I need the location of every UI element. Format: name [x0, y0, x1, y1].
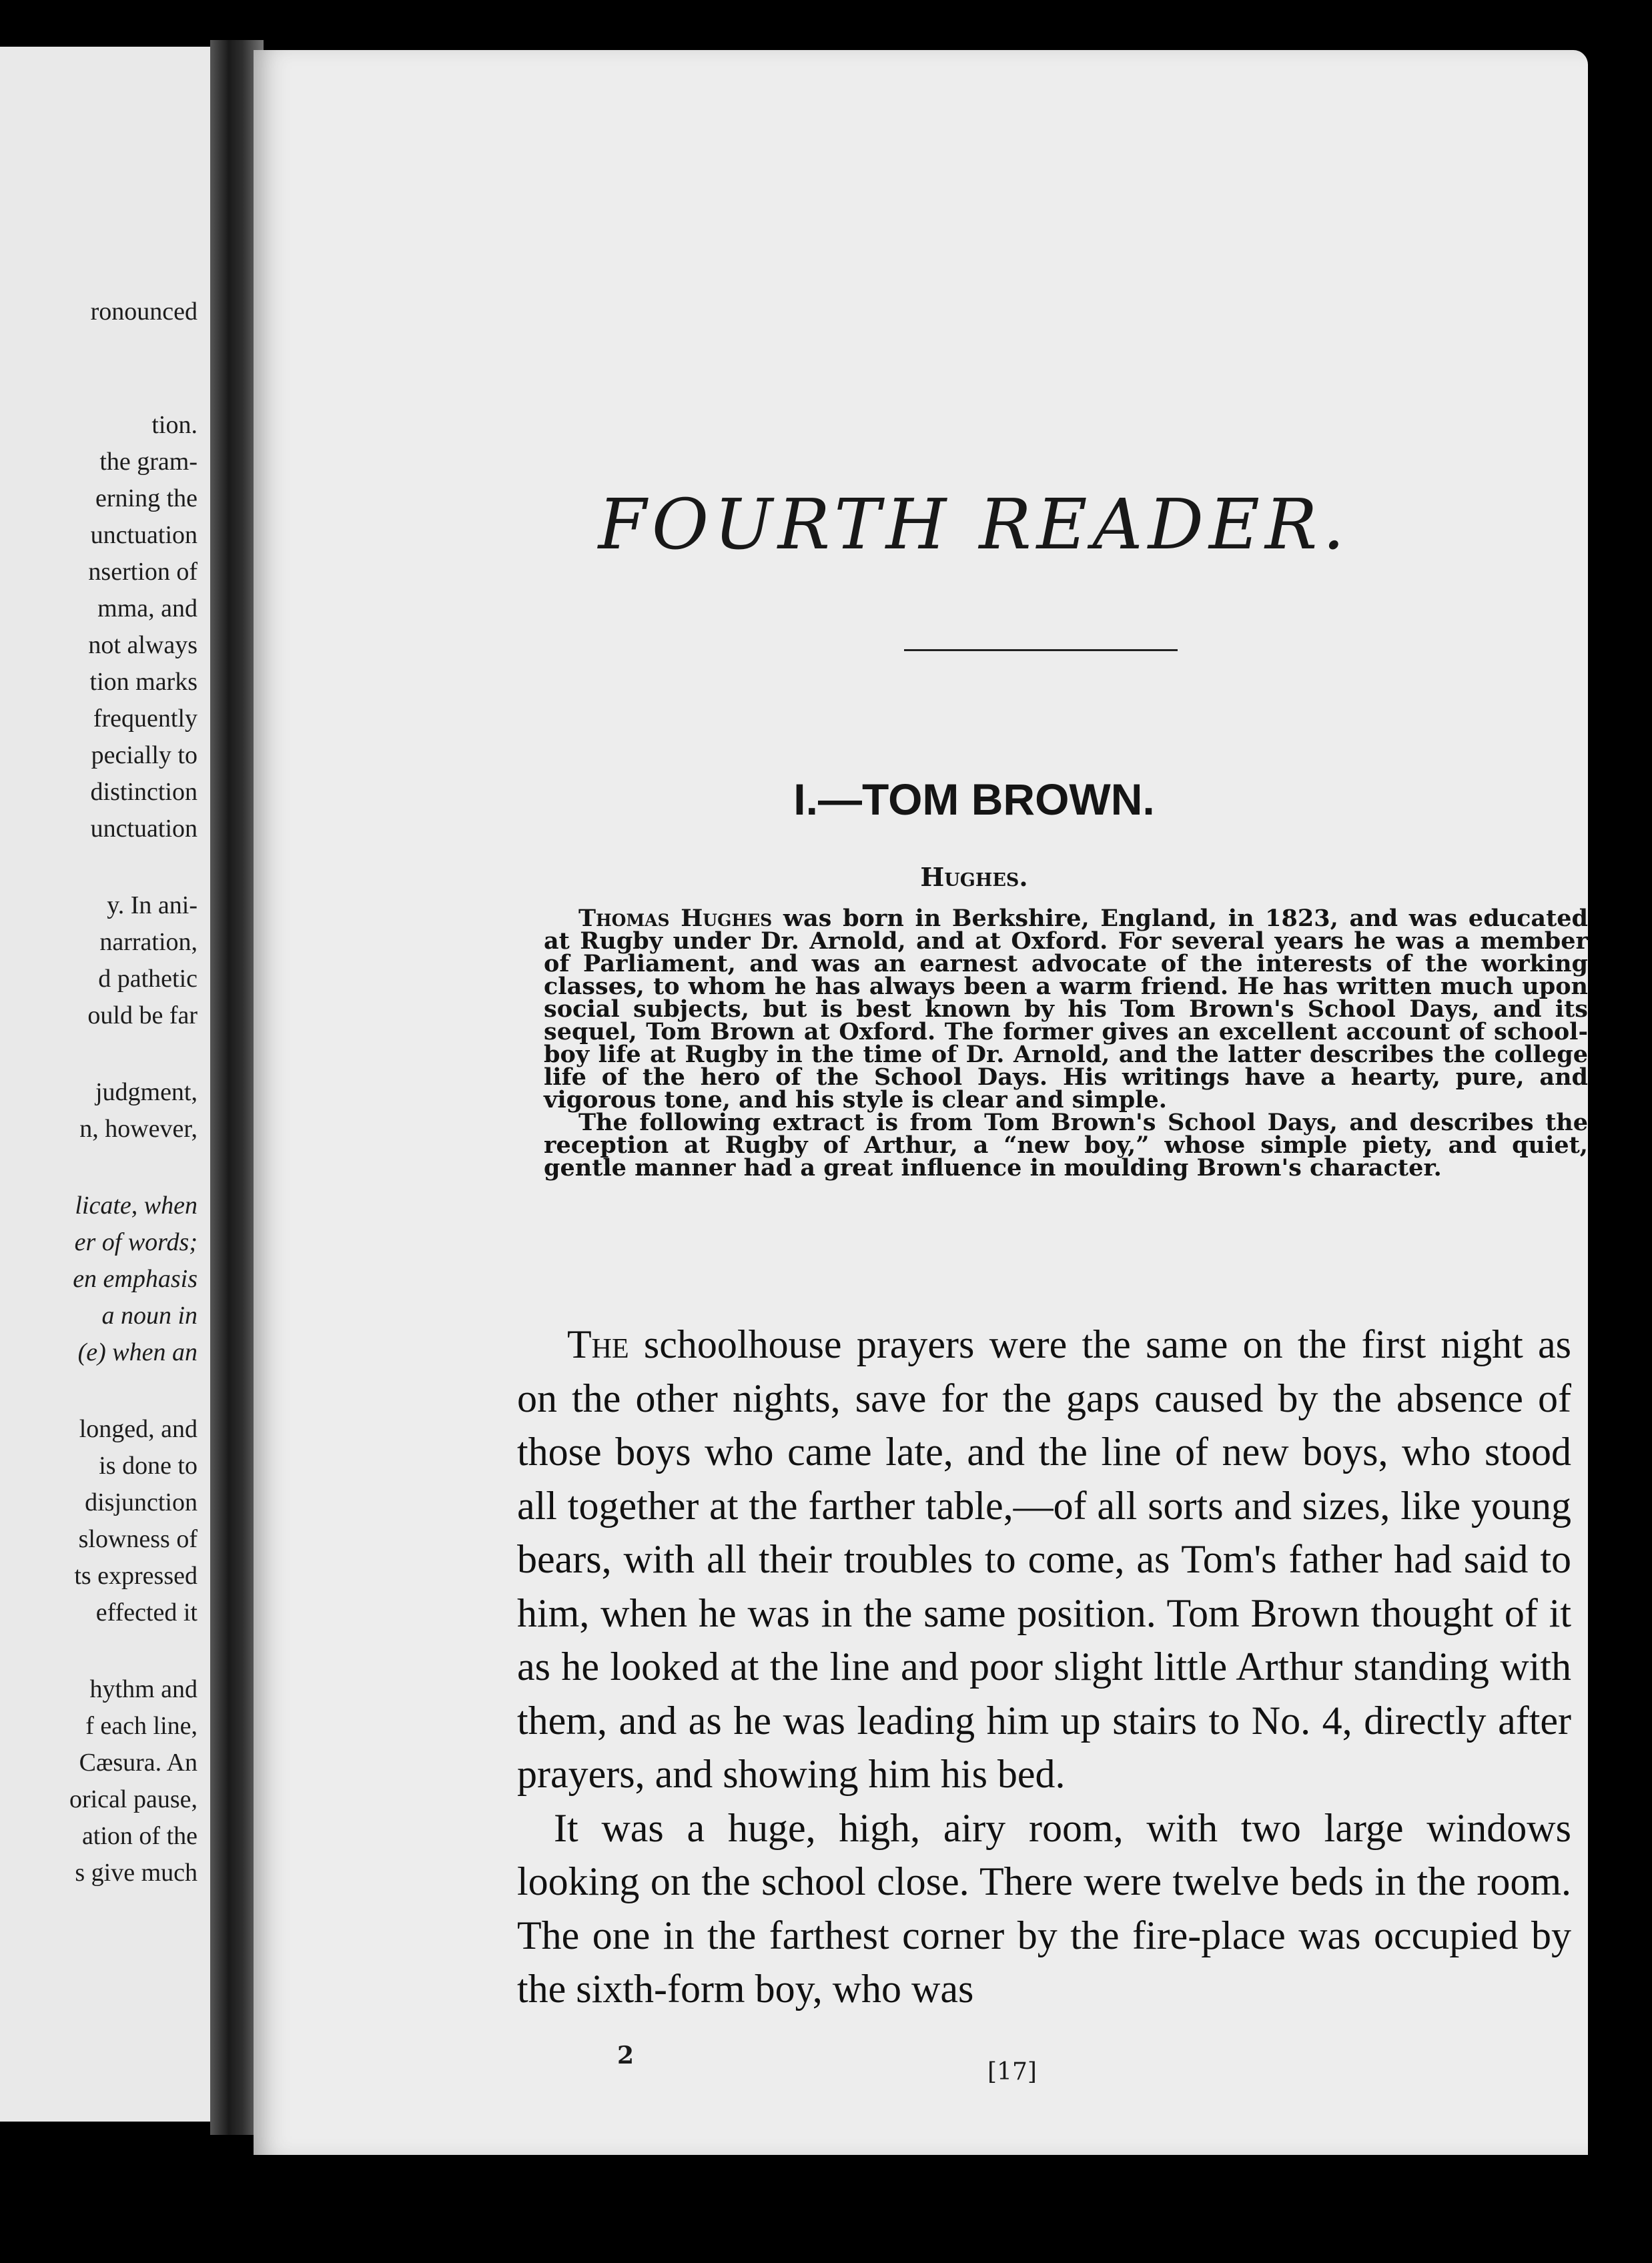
previous-page-line: (e) when an: [77, 1338, 197, 1366]
previous-page-line: ronounced: [90, 298, 197, 326]
previous-page-line: s give much: [75, 1859, 197, 1887]
previous-page-line: effected it: [95, 1599, 197, 1627]
signature-mark: 2: [617, 2042, 635, 2070]
previous-page-line: f each line,: [85, 1712, 197, 1740]
previous-page-line: disjunction: [85, 1488, 197, 1516]
previous-page-line: n, however,: [79, 1115, 197, 1143]
previous-page-line: orical pause,: [69, 1785, 197, 1813]
lesson-title: I.—TOM BROWN.: [793, 775, 1155, 824]
previous-page-line: slowness of: [78, 1525, 197, 1553]
previous-page-line: licate, when: [75, 1192, 197, 1220]
previous-page-line: ation of the: [81, 1822, 197, 1850]
main-page: [254, 50, 1588, 2155]
previous-page-line: pecially to: [91, 741, 197, 769]
previous-page-line: is done to: [99, 1452, 197, 1480]
body-paragraph: [517, 1318, 1571, 1801]
previous-page-line: mma, and: [97, 594, 197, 622]
previous-page-line: ts expressed: [74, 1562, 197, 1590]
intro-paragraph: [544, 907, 1588, 1111]
previous-page-line: frequently: [93, 705, 197, 733]
previous-page-line: not always: [88, 631, 197, 659]
previous-page-line: hythm and: [89, 1675, 197, 1703]
previous-page-line: unctuation: [90, 815, 197, 843]
previous-page-line: tion.: [151, 411, 197, 439]
intro-lead-words: Thomas Hughes: [578, 905, 773, 932]
lesson-author: Hughes.: [920, 862, 1028, 892]
previous-page-line: nsertion of: [88, 558, 197, 586]
author-introduction: [544, 907, 1588, 1180]
title-divider: [904, 649, 1178, 651]
previous-page-line: Cæsura. An: [79, 1749, 197, 1777]
previous-page-line: narration,: [99, 928, 197, 956]
previous-page-line: longed, and: [79, 1415, 197, 1443]
intro-paragraph-text: was born in Berkshire, England, in 1823, and was educated at Rugby under Dr. Arnold, and at Oxford. For several years he was a member of Parliament, and was an earnest advocate of the interests of the working classes, to whom he has always been a warm friend. He has written much upon social subjects, but is best known by his Tom Brown's School Days, and its sequel, Tom Brown at Oxford. The former gives an excellent account of school-boy life at Rugby in the time of Dr. Arnold, and the latter describes the college life of the hero of the School Days. His writings have a hearty, pure, and vigorous tone, and his style is clear and simple.: [544, 905, 1589, 1113]
previous-page-line: erning the: [95, 484, 197, 512]
previous-page-line: a noun in: [101, 1302, 197, 1330]
previous-page-line: en emphasis: [73, 1265, 197, 1293]
previous-page-line: unctuation: [90, 521, 197, 549]
reader-title: FOURTH READER.: [598, 484, 1350, 565]
body-paragraph: It was a huge, high, airy room, with two large windows looking on the school close. There were twelve beds in the room. The one in the farthest corner by the fire-place was occupied by the sixth-form boy, who was: [517, 1805, 1571, 2011]
previous-page-line: the gram-: [99, 448, 197, 476]
previous-page-line: distinction: [90, 778, 197, 806]
previous-page-line: ould be far: [87, 1001, 197, 1029]
previous-page-line: judgment,: [95, 1078, 197, 1106]
previous-page-line: d pathetic: [98, 965, 197, 993]
page-number: [17]: [987, 2058, 1037, 2086]
previous-page: [0, 47, 220, 2122]
body-lead-word: The: [567, 1322, 629, 1366]
intro-paragraph: The following extract is from Tom Brown's School Days, and describes the reception at Rugby of Arthur, a “new boy,” whose simple piety, and quiet, gentle manner had a great influence in moulding Brown's character.: [544, 1109, 1588, 1182]
previous-page-line: y. In ani-: [107, 891, 197, 919]
previous-page-line: er of words;: [74, 1228, 197, 1256]
lesson-body: [517, 1318, 1571, 2016]
previous-page-line: tion marks: [89, 668, 197, 696]
body-paragraph-text: schoolhouse prayers were the same on the first night as on the other nights, save for the gaps caused by the absence of those boys who came late, and the line of new boys, who stood all together at the farther table,—of all sorts and sizes, like young bears, with all their troubles to come, as Tom's father had said to him, when he was in the same position. Tom Brown thought of it as he looked at the line and poor slight little Arthur standing with them, and as he was leading him up stairs to No. 4, directly after prayers, and showing him his bed.: [517, 1322, 1571, 1796]
